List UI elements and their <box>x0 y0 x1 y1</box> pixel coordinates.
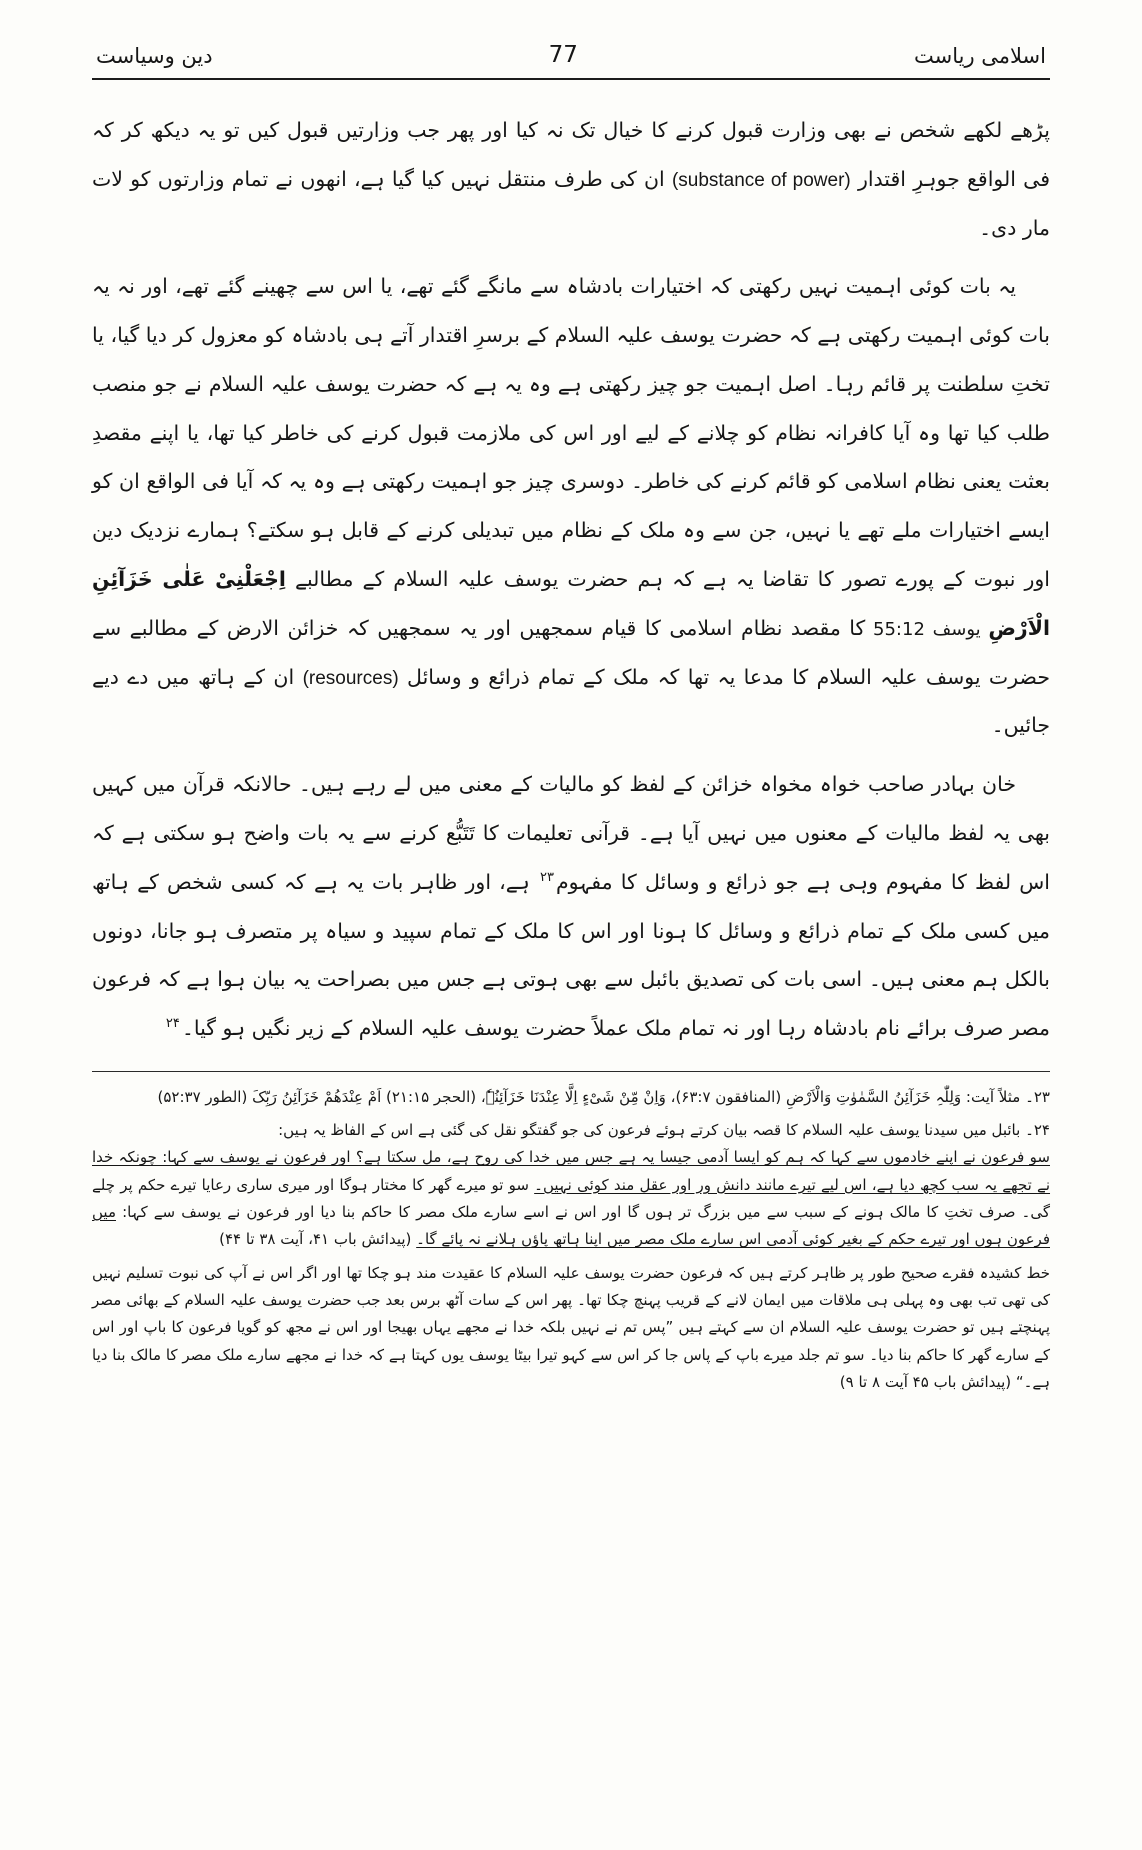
paragraph-2-text-b: کا مقصد نظام اسلامی کا قیام سمجھیں اور یہ سمجھیں کہ خزائن الارض کے مطالبے سے حضرت یوسف علیہ السلام کا مدعا یہ تھا کہ ملک کے تمام ذرائع و وسائل <box>92 615 1050 689</box>
footnote-24-number: ۲۴۔ <box>1025 1121 1050 1140</box>
footnote-23-text: مثلاً آیت: وَلِلّٰہِ خَزَآئِنُ السَّمٰوٰتِ وَالْاَرْضِ (المنافقون ۶۳:۷)، وَاِنْ مِّنْ شَیْءٍ اِلَّا عِنْدَنَا خَزَآئِنُہٗ، (الحجر ۲۱:۱۵) اَمْ عِنْدَھُمْ خَزَآئِنُ رَبِّکَ (الطور ۵۲:۳۷) <box>157 1087 1026 1106</box>
paragraph-3 <box>92 760 1050 1053</box>
footnote-24 <box>92 1117 1050 1253</box>
footnotes-section <box>92 1084 1050 1396</box>
footnote-23-number: ۲۳۔ <box>1025 1087 1050 1106</box>
paragraph-3-text-a: خان بہادر صاحب خواہ مخواہ خزائن کے لفظ کو مالیات کے معنی میں لے رہے ہیں۔ حالانکہ قرآن میں کہیں بھی یہ لفظ مالیات کے معنوں میں نہیں آیا ہے۔ قرآنی تعلیمات کا تَتَبُّع کرنے سے یہ بات واضح ہو سکتی ہے کہ اس لفظ کا مفہوم وہی ہے جو ذرائع و وسائل کا مفہوم <box>92 772 1051 894</box>
footnote-divider <box>92 1071 1050 1072</box>
page-number: 77 <box>548 42 578 68</box>
paragraph-3-text-b: ہے، اور ظاہر بات یہ ہے کہ کسی شخص کے ہاتھ میں کسی ملک کے تمام ذرائع و وسائل کا ہونا اور اس کا ملک کے تمام سپید و سیاہ پر متصرف ہو جانا، دونوں بالکل ہم معنی ہیں۔ اسی بات کی تصدیق بائبل سے بھی ہوتی ہے جس میں بصراحت یہ بیان ہوا ہے کہ فرعون مصر صرف برائے نام بادشاہ رہا اور نہ تمام ملک عملاً حضرت یوسف علیہ السلام کے زیر نگیں ہو گیا۔ <box>92 869 1050 1041</box>
english-term-resources: (resources) <box>302 667 399 689</box>
footnote-24-intro: بائبل میں سیدنا یوسف علیہ السلام کا قصہ بیان کرتے ہوئے فرعون کی جو گفتگو نقل کی گئی ہے اس کے الفاظ یہ ہیں: <box>278 1121 1026 1140</box>
quran-verse-inline: اِجْعَلْنِیْ عَلٰی خَزَآئِنِ الْاَرْضِ <box>92 567 1050 640</box>
footnote-23 <box>92 1084 1050 1111</box>
page-header <box>92 42 1050 80</box>
footnote-marker-23: ۲۳ <box>540 869 554 885</box>
quran-verse-reference: یوسف 55:12 <box>865 618 989 640</box>
english-term-substance-of-power: (substance of power) <box>671 169 851 191</box>
footnote-24-quote-middle: سو تو میرے گھر کا مختار ہوگا اور میری ساری رعایا تیرے حکم پر چلے گی۔ صرف تختِ کا مالک ہونے کے سبب سے میں بزرگ تر ہوں گا اور اس نے اسے سارے ملک مصر کا حاکم بنا دیا اور فرعون نے یوسف سے کہا: <box>92 1175 1050 1222</box>
header-left-title: دین وسیاست <box>96 44 213 68</box>
footnote-24-underlined-quote-2: میں فرعون ہوں اور تیرے حکم کے بغیر کوئی آدمی اس سارے ملک مصر میں اپنا ہاتھ پاؤں ہلانے نہ پائے گا۔ <box>92 1203 1050 1249</box>
paragraph-2-text-c: ان کے ہاتھ میں دے دیے جائیں۔ <box>92 664 1050 738</box>
paragraph-1-text-b: ان کی طرف منتقل نہیں کیا گیا ہے، انھوں نے تمام وزارتوں کو لات مار دی۔ <box>92 166 1050 240</box>
footnote-24-commentary: خط کشیدہ فقرے صحیح طور پر ظاہر کرتے ہیں کہ فرعون حضرت یوسف علیہ السلام کا عقیدت مند ہو چکا تھا اور اگر اس نے آپ کی نبوت تسلیم نہیں کی تھی تب بھی وہ پہلی ہی ملاقات میں ایمان لانے کے قریب پہنچ چکا تھا۔ پھر اس کے سات آٹھ برس بعد جب حضرت یوسف علیہ السلام کے بھائی مصر پہنچتے ہیں تو حضرت یوسف علیہ السلام ان سے کہتے ہیں ”پس تم نے نہیں بلکہ خدا نے مجھے یہاں بھیجا اور اس نے مجھ کو گویا فرعون کا باپ اور اس کے سارے گھر کا حاکم بنا دیا۔ سو تم جلد میرے باپ کے پاس جا کر اس سے کہو تیرا بیٹا یوسف یوں کہتا ہے کہ خدا نے مجھے سارے ملک مصر کا مالک بنا دیا ہے۔“ (پیدائش باب ۴۵ آیت ۸ تا ۹) <box>92 1263 1050 1391</box>
footnote-24-underlined-quote-1: سو فرعون نے اپنے خادموں سے کہا کہ ہم کو ایسا آدمی جیسا یہ ہے جس میں خدا کی روح ہے، مل سکتا ہے؟ اور فرعون نے یوسف سے کہا: چونکہ خدا نے تجھے یہ سب کچھ دیا ہے، اس لیے تیرے مانند دانش ور اور عقل مند کوئی نہیں۔ <box>92 1148 1051 1194</box>
paragraph-1-text-a: پڑھے لکھے شخص نے بھی وزارت قبول کرنے کا خیال تک نہ کیا اور پھر جب وزارتیں قبول کیں تو یہ دیکھ کر کہ فی الواقع جوہرِ اقتدار <box>92 118 1051 191</box>
footnote-24-citation: (پیدائش باب ۴۱، آیت ۳۸ تا ۴۴) <box>219 1230 417 1249</box>
paragraph-2-text-a: یہ بات کوئی اہمیت نہیں رکھتی کہ اختیارات بادشاہ سے مانگے گئے تھے، یا اس سے چھینے گئے تھے، اور نہ یہ بات کوئی اہمیت رکھتی ہے کہ حضرت یوسف علیہ السلام کے برسرِ اقتدار آتے ہی بادشاہ کو معزول کر دیا گیا، یا تختِ سلطنت پر قائم رہا۔ اصل اہمیت جو چیز رکھتی ہے وہ یہ ہے کہ حضرت یوسف علیہ السلام نے جو منصب طلب کیا تھا وہ آیا کافرانہ نظام کو چلانے کے لیے اور اس کی ملازمت قبول کرنے کی خاطر کیا تھا، یا اپنے مقصدِ بعثت یعنی نظام اسلامی کو قائم کرنے کی خاطر۔ دوسری چیز جو اہمیت رکھتی ہے وہ یہ کہ آیا فی الواقع ان کو ایسے اختیارات ملے تھے یا نہیں، جن سے وہ ملک کے نظام میں تبدیلی کرنے کے قابل ہو سکتے؟ ہمارے نزدیک دین اور نبوت کے پورے تصور کا تقاضا یہ ہے کہ ہم حضرت یوسف علیہ السلام کے مطالبے <box>92 274 1050 592</box>
main-text <box>92 106 1050 1053</box>
header-right-title: اسلامی ریاست <box>914 44 1046 68</box>
paragraph-1 <box>92 106 1050 252</box>
paragraph-2 <box>92 262 1050 750</box>
footnote-marker-24: ۲۴ <box>165 1016 180 1032</box>
